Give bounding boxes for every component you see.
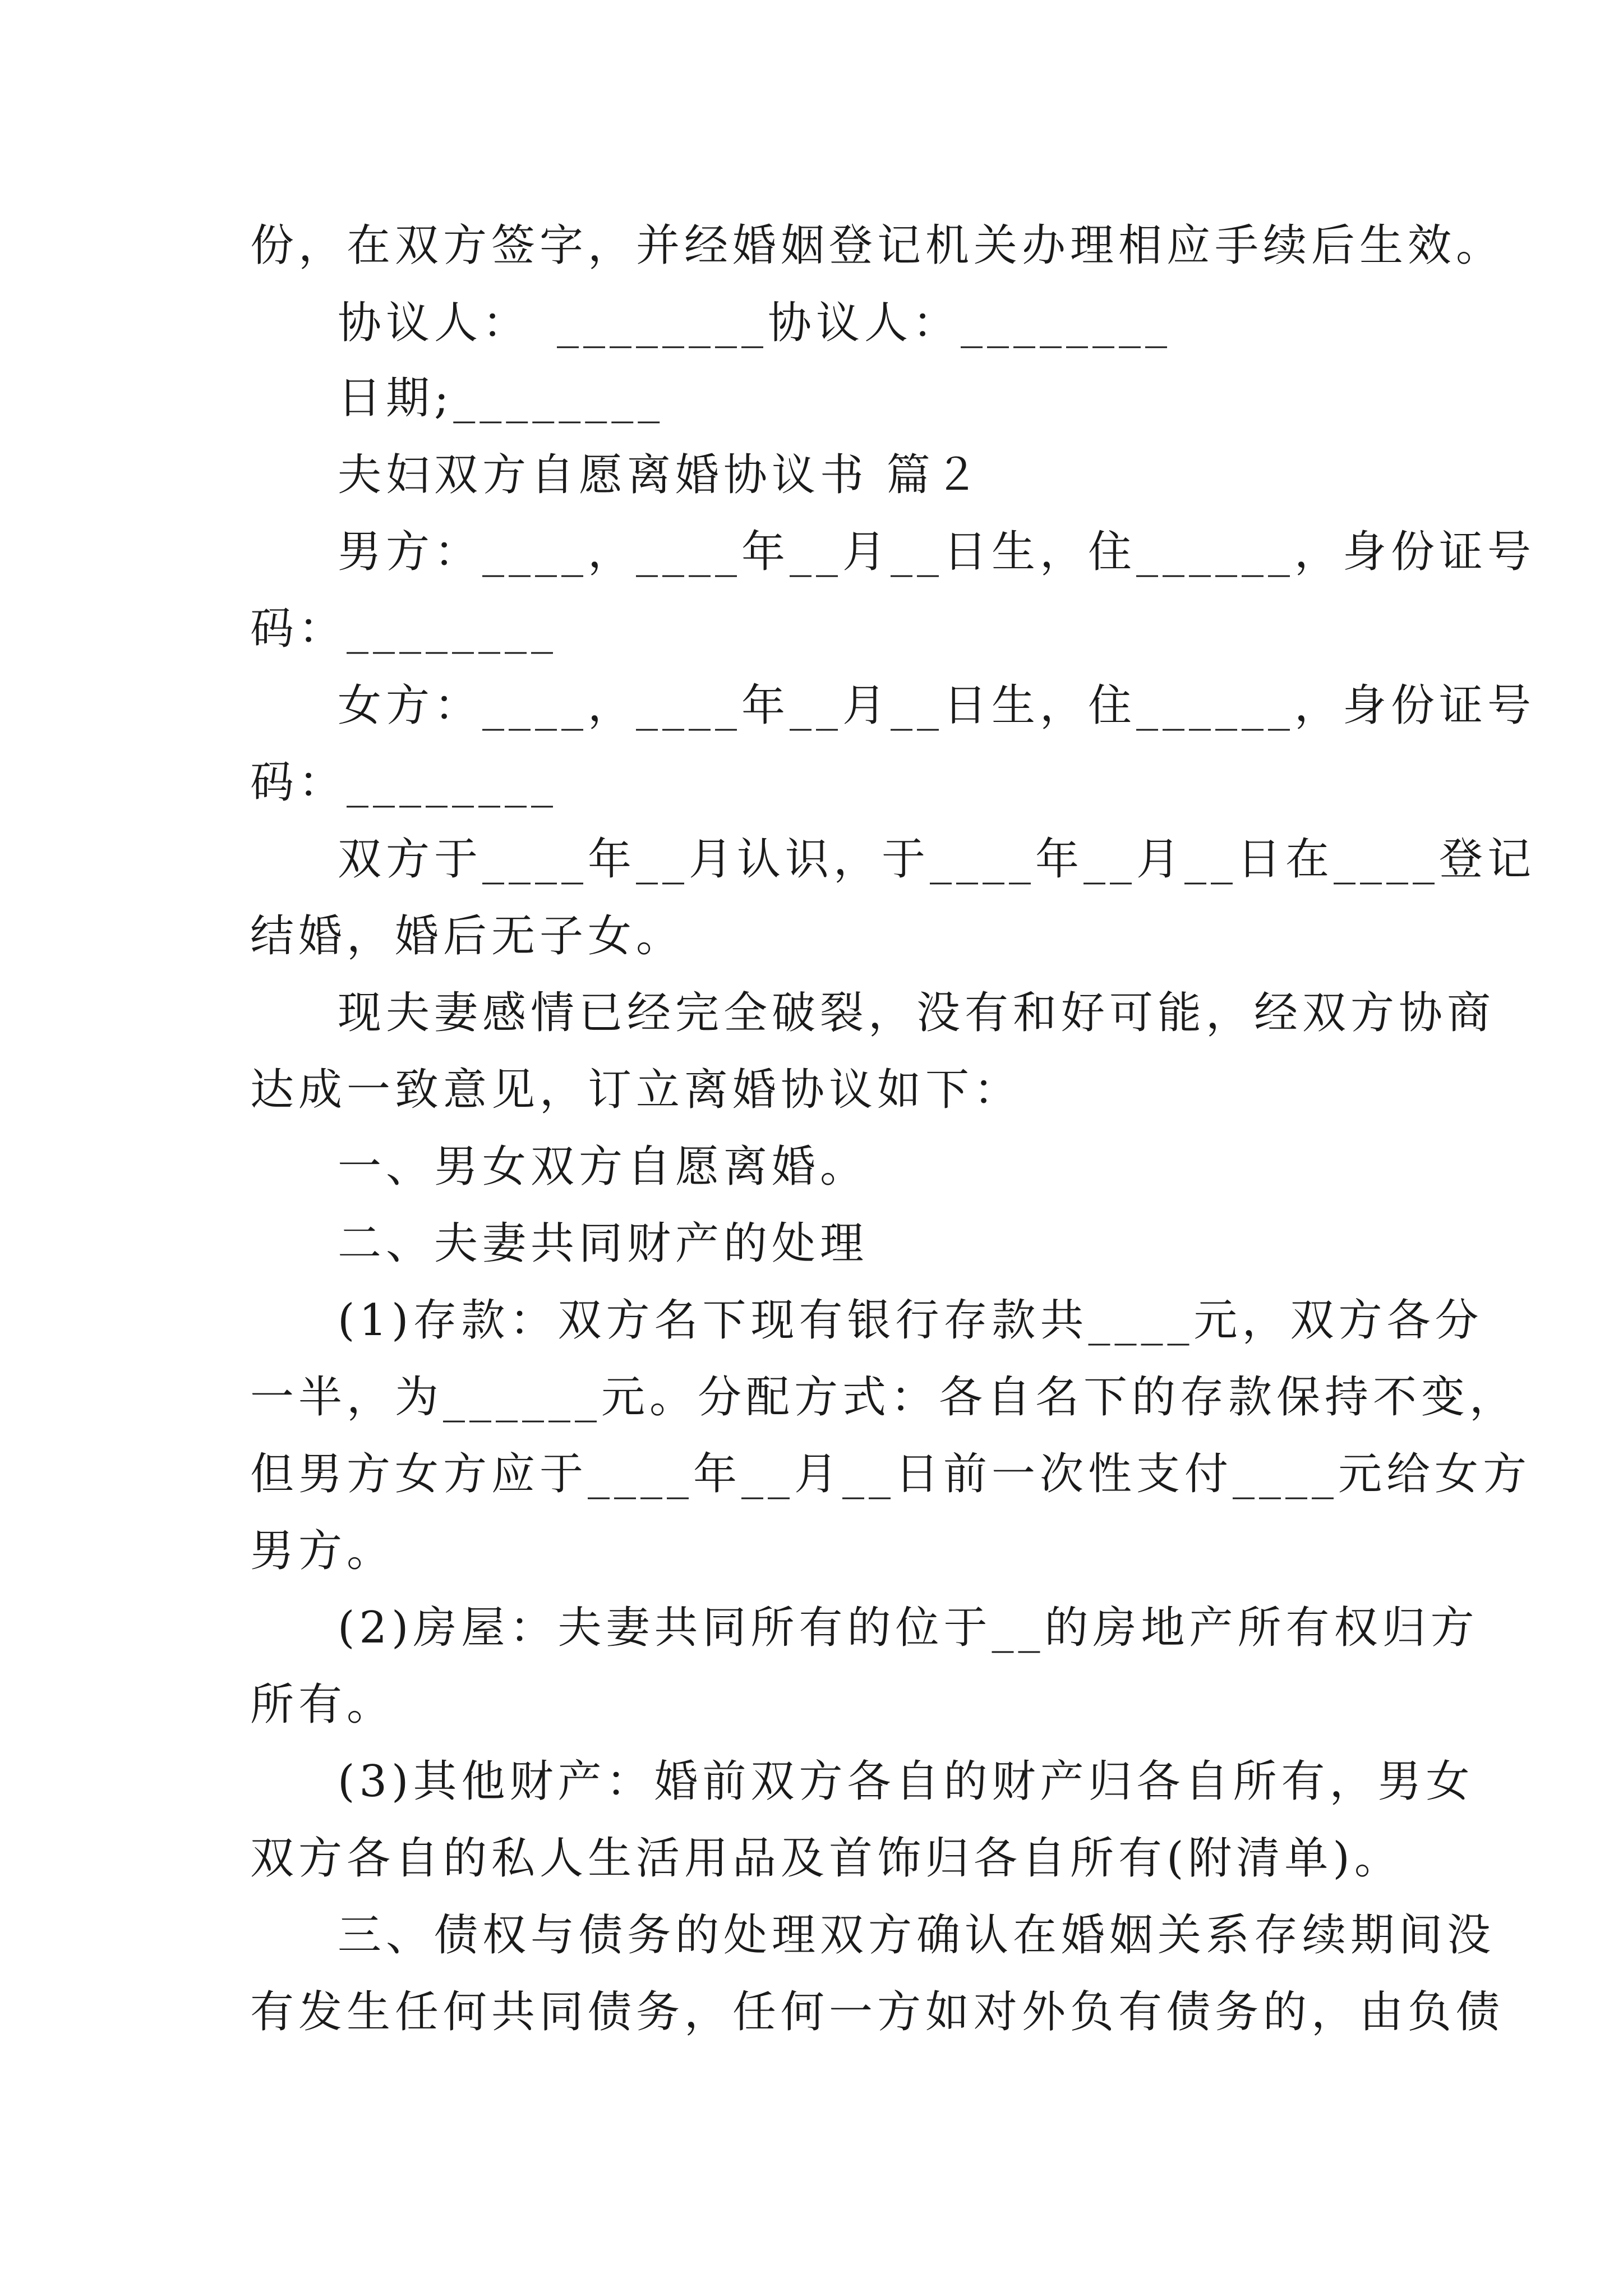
text-line: 女方：____，____年__月__日生，住______，身份证号 <box>338 680 1536 731</box>
text-line: 二、夫妻共同财产的处理 <box>338 1218 869 1269</box>
text-line: 结婚，婚后无子女。 <box>250 911 685 961</box>
text-line: 达成一致意见，订立离婚协议如下： <box>250 1065 1022 1115</box>
text-line: 现夫妻感情已经完全破裂，没有和好可能，经双方协商 <box>338 988 1496 1038</box>
text-line: 码：________ <box>250 757 558 808</box>
text-line: (2)房屋：夫妻共同所有的位于__的房地产所有权归方 <box>338 1603 1479 1653</box>
text-line: 男方。 <box>250 1526 395 1576</box>
text-line: 日期;________ <box>338 373 665 424</box>
text-line: (1)存款：双方名下现有银行存款共____元，双方各分 <box>338 1295 1483 1346</box>
text-line: 但男方女方应于____年__月__日前一次性支付____元给女方 <box>250 1449 1532 1499</box>
text-line: 码：________ <box>250 604 558 654</box>
text-line: (3)其他财产：婚前双方各自的财产归各自所有，男女 <box>338 1756 1474 1807</box>
section-heading: 夫妇双方自愿离婚协议书 篇２ <box>338 450 983 500</box>
text-line: 所有。 <box>250 1680 395 1730</box>
text-line: 一半，为______元。分配方式：各自名下的存款保持不变， <box>250 1372 1518 1423</box>
text-line: 一、男女双方自愿离婚。 <box>338 1142 869 1192</box>
text-line: 男方：____，____年__月__日生，住______，身份证号 <box>338 527 1536 577</box>
text-line: 三、债权与债务的处理双方确认在婚姻关系存续期间没 <box>338 1910 1496 1961</box>
text-line: 双方各自的私人生活用品及首饰归各自所有(附清单)。 <box>250 1833 1403 1884</box>
text-line: 双方于____年__月认识，于____年__月__日在____登记 <box>338 834 1536 885</box>
text-line: 份，在双方签字，并经婚姻登记机关办理相应手续后生效。 <box>250 220 1505 271</box>
text-line: 协议人： ________协议人：________ <box>338 298 1172 348</box>
text-line: 有发生任何共同债务，任何一方如对外负有债务的，由负债 <box>250 1987 1505 2037</box>
